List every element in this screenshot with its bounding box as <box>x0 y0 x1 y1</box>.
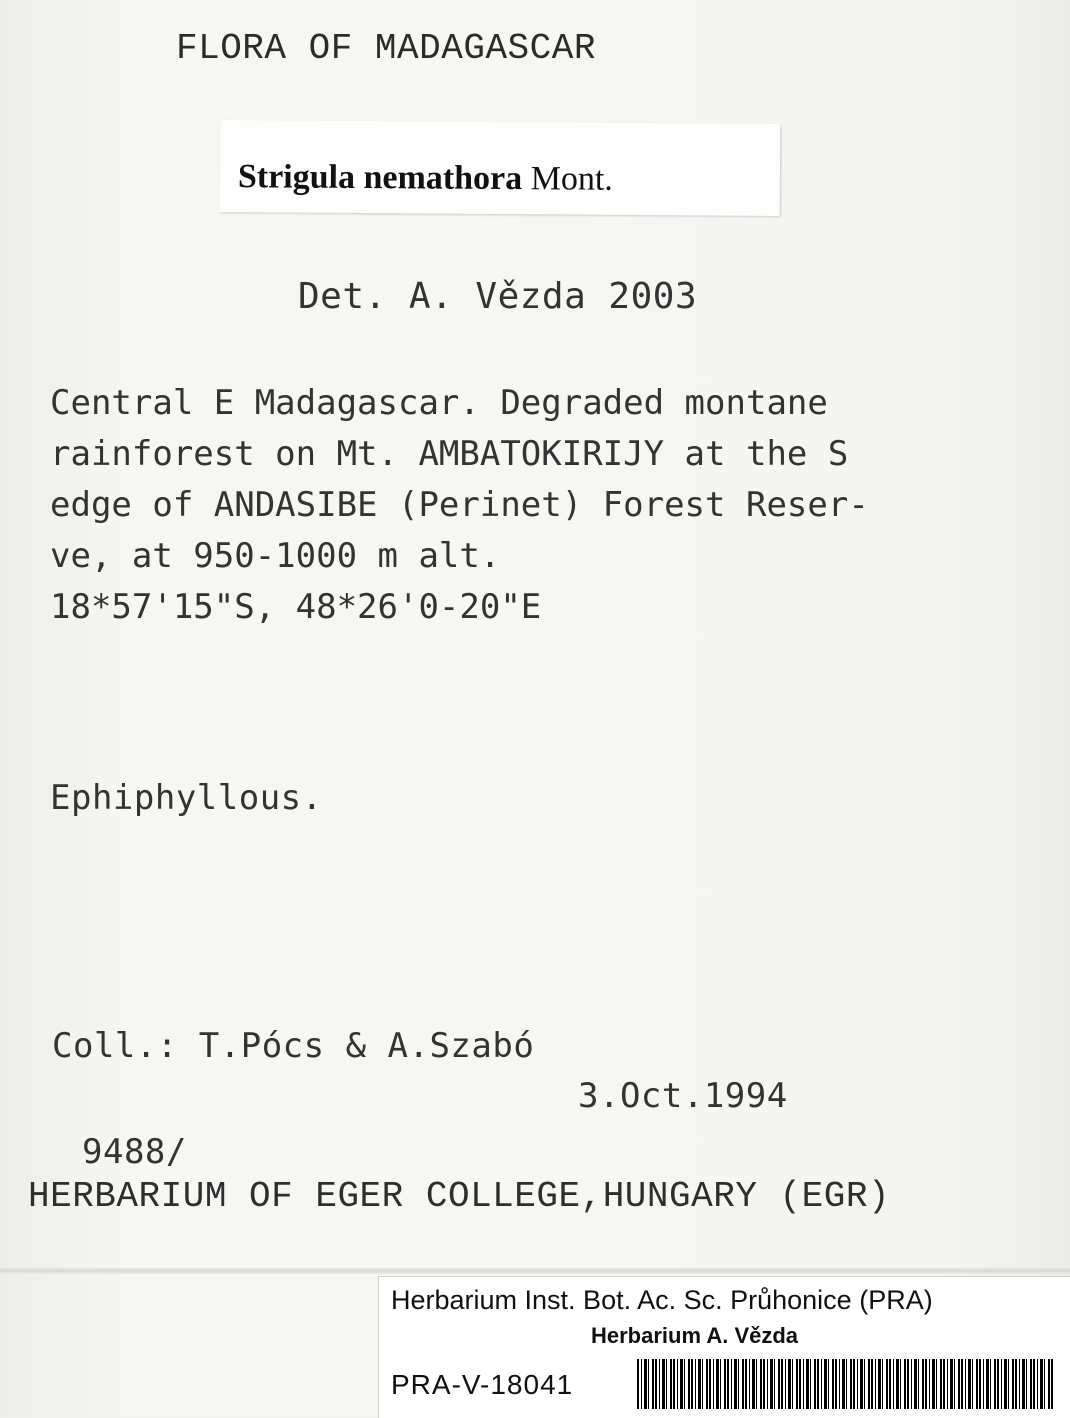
coordinates: 18*57'15"S, 48*26'0-20"E <box>50 587 542 627</box>
pra-collection: Herbarium A. Vězda <box>591 1323 799 1348</box>
taxon-genus-species: Strigula nemathora <box>237 158 523 198</box>
habitat: Ephiphyllous. <box>50 778 323 818</box>
taxon-label-slip <box>220 120 781 216</box>
pra-institution-label <box>378 1276 1070 1418</box>
locality-line: edge of ANDASIBE (Perinet) Forest Reser- <box>50 485 869 525</box>
collectors: Coll.: T.Pócs & A.Szabó <box>52 1026 535 1066</box>
locality-line: Central E Madagascar. Degraded montane <box>50 383 828 423</box>
flora-title: FLORA OF MADAGASCAR <box>176 28 596 69</box>
locality-line: rainforest on Mt. AMBATOKIRIJY at the S <box>50 434 849 474</box>
paper-edge <box>0 1268 1070 1274</box>
locality-line: ve, at 950-1000 m alt. <box>50 536 501 576</box>
collection-date: 3.Oct.1994 <box>578 1076 788 1116</box>
determination: Det. A. Vězda 2003 <box>298 276 698 317</box>
pra-institution: Herbarium Inst. Bot. Ac. Sc. Průhonice (PRA) <box>391 1285 933 1315</box>
taxon-author: Mont. <box>522 160 614 198</box>
specimen-code: PRA-V-18041 <box>391 1369 574 1400</box>
collection-number: 9488/ <box>82 1132 187 1172</box>
taxon-name <box>238 158 613 199</box>
locality-block <box>50 378 869 633</box>
barcode <box>637 1359 1053 1409</box>
herbarium-name: HERBARIUM OF EGER COLLEGE,HUNGARY (EGR) <box>28 1176 891 1217</box>
